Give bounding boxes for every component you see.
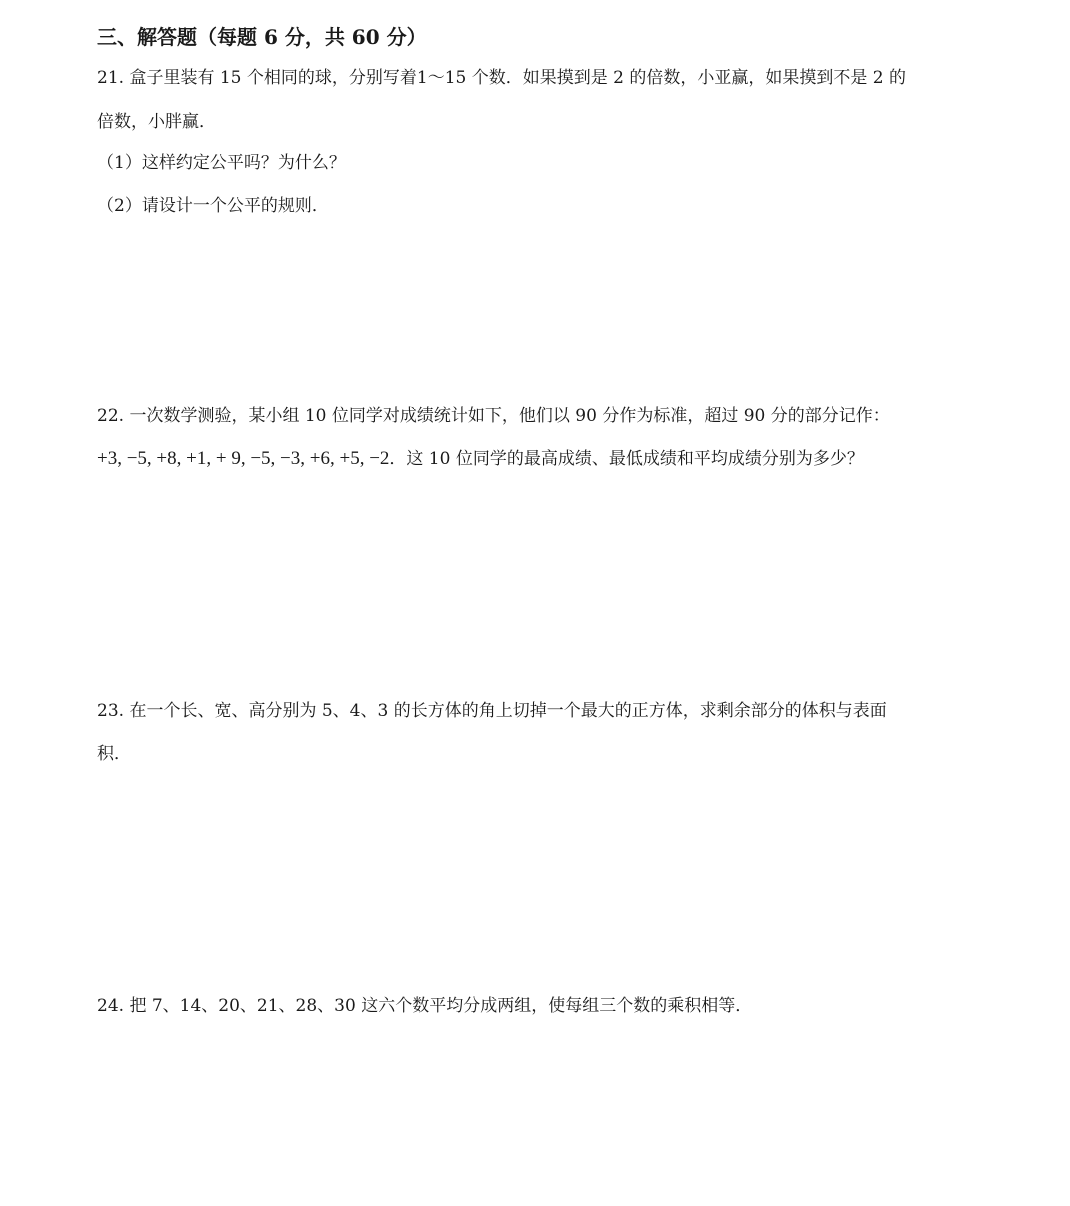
question-24-line-1: 24. 把 7、14、20、21、28、30 这六个数平均分成两组，使每组三个数的乘积相等．	[97, 996, 753, 1016]
question-23-line-1: 23. 在一个长、宽、高分别为 5、4、3 的长方体的角上切掉一个最大的正方体，求剩余部分的体积与表面	[97, 701, 887, 721]
score-offsets-formula: +3, −5, +8, +1, + 9, −5, −3, +6, +5, −2	[97, 448, 390, 469]
section-heading: 三、解答题（每题 6 分，共 60 分）	[97, 25, 427, 49]
question-22-line-2	[97, 447, 864, 471]
question-21-line-1: 21. 盒子里装有 15 个相同的球，分别写着1～15 个数．如果摸到是 2 的倍数，小亚赢，如果摸到不是 2 的	[97, 68, 906, 88]
question-21-line-2: 倍数，小胖赢．	[97, 112, 216, 132]
question-23-line-2: 积．	[97, 744, 131, 764]
question-21-part-2: （2）请设计一个公平的规则．	[97, 196, 329, 216]
question-21-part-1: （1）这样约定公平吗？为什么？	[97, 153, 346, 173]
question-22-line-1: 22. 一次数学测验，某小组 10 位同学对成绩统计如下，他们以 90 分作为标准，超过 90 分的部分记作：	[97, 406, 890, 426]
question-22-line-2-text: ．这 10 位同学的最高成绩、最低成绩和平均成绩分别为多少？	[389, 449, 864, 469]
